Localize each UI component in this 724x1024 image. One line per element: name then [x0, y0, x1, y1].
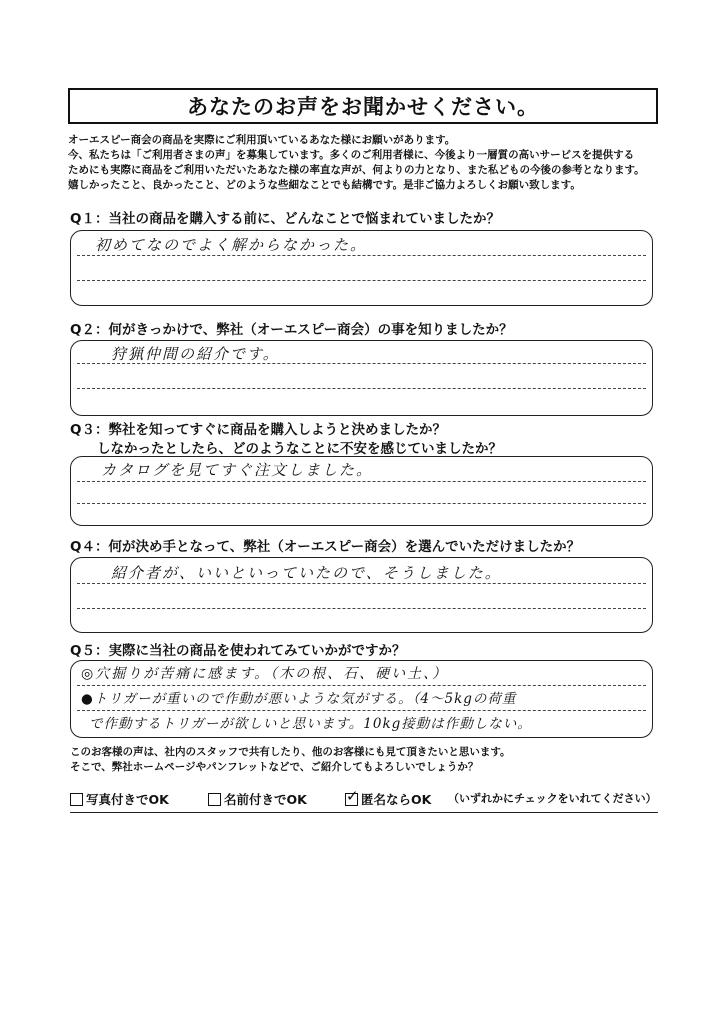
- option-name[interactable]: [208, 790, 307, 808]
- page-title: あなたのお声をお聞かせください。: [68, 88, 658, 124]
- answer-line: [77, 280, 646, 281]
- answer-box-2[interactable]: [70, 340, 653, 416]
- question-2: Q２：何がきっかけで、弊社（オーエスピー商会）の事を知りましたか？: [70, 322, 513, 338]
- answer-5-text-line-1: ◎穴掘りが苦痛に感ます。（木の根、石、硬い土、）: [81, 666, 449, 682]
- question-3: Q３：弊社を知ってすぐに商品を購入しようと決めましたか？: [70, 422, 446, 438]
- answer-line: [77, 503, 646, 504]
- question-5: Q５：実際に当社の商品を使われてみていかがですか？: [70, 643, 406, 659]
- answer-box-4[interactable]: [70, 557, 653, 633]
- checkbox-photo[interactable]: [70, 793, 83, 806]
- answer-5-text-line-3: で作動するトリガーが欲しいと思います。10kg接動は作動しない。: [89, 716, 532, 732]
- footer-line: そこで、弊社ホームページやパンフレットなどで、ご紹介してもよろしいでしょうか？: [70, 761, 479, 773]
- intro-line: ためにも実際に商品をご利用いただいたあなた様の率直な声が、何よりの力となり、また私どもの今後の参考となります。: [68, 164, 645, 176]
- question-4: Q４：何が決め手となって、弊社（オーエスピー商会）を選んでいただけましたか？: [70, 539, 581, 555]
- option-name-label: 名前付きでOK: [224, 792, 307, 807]
- intro-line: 嬉しかったこと、良かったこと、どのような些細なことでも結構です。是非ご協力よろしくお願い致します。: [68, 179, 581, 191]
- intro-line: 今、私たちは「ご利用者さまの声」を募集しています。多くのご利用者様に、今後より一層質の高いサービスを提供する: [68, 149, 635, 161]
- divider: [70, 812, 658, 813]
- answer-line: [77, 481, 646, 482]
- answer-box-3[interactable]: [70, 456, 653, 526]
- option-photo-label: 写真付きでOK: [86, 792, 169, 807]
- checkbox-anonymous[interactable]: [345, 786, 359, 806]
- question-1: Q１：当社の商品を購入する前に、どんなことで悩まれていましたか？: [70, 211, 500, 227]
- intro-text: [68, 133, 668, 193]
- option-anonymous-label: 匿名ならOK: [361, 792, 432, 807]
- answer-3-text: カタログを見てすぐ注文しました。: [101, 461, 374, 479]
- option-anonymous[interactable]: [345, 786, 432, 808]
- answer-line: [77, 710, 646, 711]
- answer-line: [77, 685, 646, 686]
- options-note: （いずれかにチェックをいれてください）: [448, 792, 657, 805]
- consent-options: [70, 788, 658, 810]
- answer-1-text: 初めてなのでよく解からなかった。: [95, 236, 368, 254]
- footer-text: [70, 745, 510, 775]
- answer-5-text-line-2: ●トリガーが重いので作動が悪いような気がする。（4〜5kgの荷重: [81, 691, 517, 707]
- answer-line: [77, 388, 646, 389]
- answer-line: [77, 608, 646, 609]
- answer-box-1[interactable]: [70, 230, 653, 306]
- question-3-line-2: しなかったとしたら、どのようなことに不安を感じていましたか？: [70, 441, 502, 457]
- checkbox-name[interactable]: [208, 793, 221, 806]
- answer-line: [77, 255, 646, 256]
- intro-line: オーエスピー商会の商品を実際にご利用頂いているあなた様にお願いがあります。: [68, 134, 456, 146]
- answer-box-5[interactable]: [70, 660, 653, 738]
- answer-4-text: 紹介者が、いいといっていたので、そうしました。: [111, 564, 502, 582]
- answer-line: [77, 583, 646, 584]
- check-icon: ✓: [346, 786, 359, 805]
- footer-line: このお客様の声は、社内のスタッフで共有したり、他のお客様にも見て頂きたいと思います。: [70, 746, 511, 758]
- answer-2-text: 狩猟仲間の紹介です。: [111, 345, 280, 363]
- option-photo[interactable]: [70, 790, 169, 808]
